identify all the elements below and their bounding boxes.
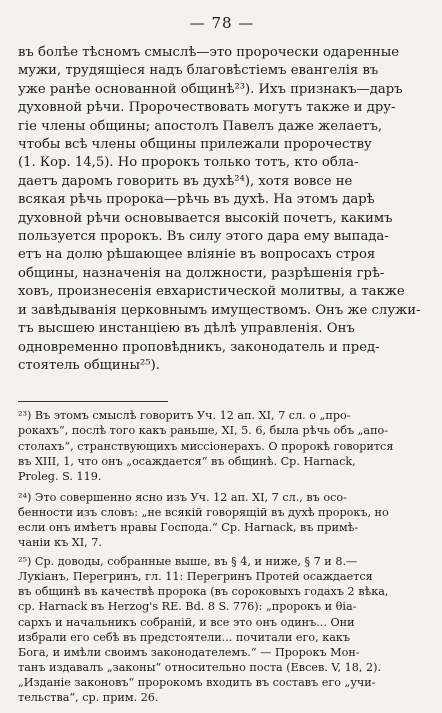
text-line: духовной рѣчи основывается высокій почетъ, какимъ [18, 210, 393, 226]
footnote-line: въ общинѣ въ качествѣ пророка (въ сороковыхъ годахъ 2 вѣка, [18, 585, 389, 599]
text-line: одновременно проповѣдникъ, законодатель и пред- [18, 339, 380, 355]
text-line: всякая рѣчь пророка—рѣчь въ духѣ. На этомъ дарѣ [18, 192, 375, 208]
footnote-line: рокахъ“, послѣ того какъ раньше, XI, 5. 6, была рѣчь объ „апо- [18, 424, 389, 438]
text-line: уже ранѣе основанной общинѣ²³). Ихъ признакъ—даръ [18, 81, 403, 97]
text-line: чтобы всѣ члены общины прилежали пророчеству [18, 137, 372, 153]
main-text [18, 44, 426, 375]
footnote-25 [18, 554, 426, 705]
footnote-line: Proleg. S. 119. [18, 469, 102, 483]
footnote-line: ²⁴) Это совершенно ясно изъ Уч. 12 ап. XI, 7 сл., въ осо- [18, 490, 347, 504]
footnote-line: тельства“, ср. прим. 26. [18, 691, 159, 704]
text-line: и завѣдыванія церковнымъ имуществомъ. Онъ же служи- [18, 302, 421, 318]
text-line: (1. Кор. 14,5). Но пророкъ только тотъ, кто облa- [18, 155, 359, 171]
footnote-line: танъ издавалъ „законы“ относительно поста (Евсев. V, 18, 2). [18, 660, 382, 674]
text-line: духовной рѣчи. Пророчествовать могутъ также и дру- [18, 100, 396, 116]
footnotes [18, 408, 426, 705]
footnote-line: сархъ и начальникъ собраній, и все это онъ одинъ... Они [18, 615, 355, 629]
text-line: даетъ даромъ говорить въ духѣ²⁴), хотя вовсе не [18, 173, 353, 189]
footnote-line: ²⁵) Ср. доводы, собранные выше, въ § 4, и ниже, § 7 и 8.— [18, 555, 358, 569]
footnote-line: ²³) Въ этомъ смыслѣ говоритъ Уч. 12 ап. XI, 7 сл. о „про- [18, 409, 351, 423]
footnote-line: бенности изъ словъ: „не всякій говорящій въ духѣ пророкъ, но [18, 505, 389, 519]
text-line: тъ высшею инстанціею въ дѣлѣ управленія. Онъ [18, 321, 355, 337]
text-line: етъ на долю рѣшающее вліяніе въ вопросахъ строя [18, 247, 376, 263]
text-line: гіе члены общины; апостолъ Павелъ даже желаетъ, [18, 118, 383, 134]
text-line: въ болѣе тѣсномъ смыслѣ—это пророчески одаренные [18, 45, 400, 60]
footnote-line: Бога, и имѣли своимъ законодателемъ.“ — Пророкъ Мон- [18, 645, 360, 659]
footnote-line: если онъ имѣетъ нравы Господа.“ Ср. Harnack, въ примѣ- [18, 520, 359, 534]
footnote-line: „Изданіе законовъ“ пророкомъ входить въ составъ его „учи- [18, 675, 376, 689]
footnote-line: избрали его себѣ въ предстоятели... почитали его, какъ [18, 630, 351, 644]
footnote-line: чаніи къ XI, 7. [18, 536, 102, 550]
footnote-line: Лукіанъ, Перегринъ, гл. 11: Перегринъ Протей осаждается [18, 570, 373, 584]
text-line: пользуется пророкъ. Въ силу этого дара ему выпада- [18, 229, 389, 245]
text-line: общины, назначенія на должности, разрѣшенія грѣ- [18, 265, 385, 281]
footnote-line: въ XIII, 1, что онъ „осаждается“ въ общинѣ. Ср. Harnack, [18, 454, 356, 468]
footnote-23 [18, 408, 426, 483]
footnote-24 [18, 490, 426, 550]
text-line: стоятель общины²⁵). [18, 357, 160, 373]
page-number: — 78 — [189, 14, 255, 32]
text-line: мужи, трудящіеся надъ благовѣстіемъ евангелія въ [18, 63, 379, 79]
text-line: ховъ, произнесенія евхаристической молитвы, а также [18, 284, 405, 300]
footnote-divider [18, 401, 168, 402]
footnote-line: ср. Harnack въ Herzog's RE. Bd. 8 S. 776): „пророкъ и θіа- [18, 600, 357, 614]
footnote-line: столахъ“, странствующихъ миссіонерахъ. О пророкѣ говорится [18, 439, 394, 453]
